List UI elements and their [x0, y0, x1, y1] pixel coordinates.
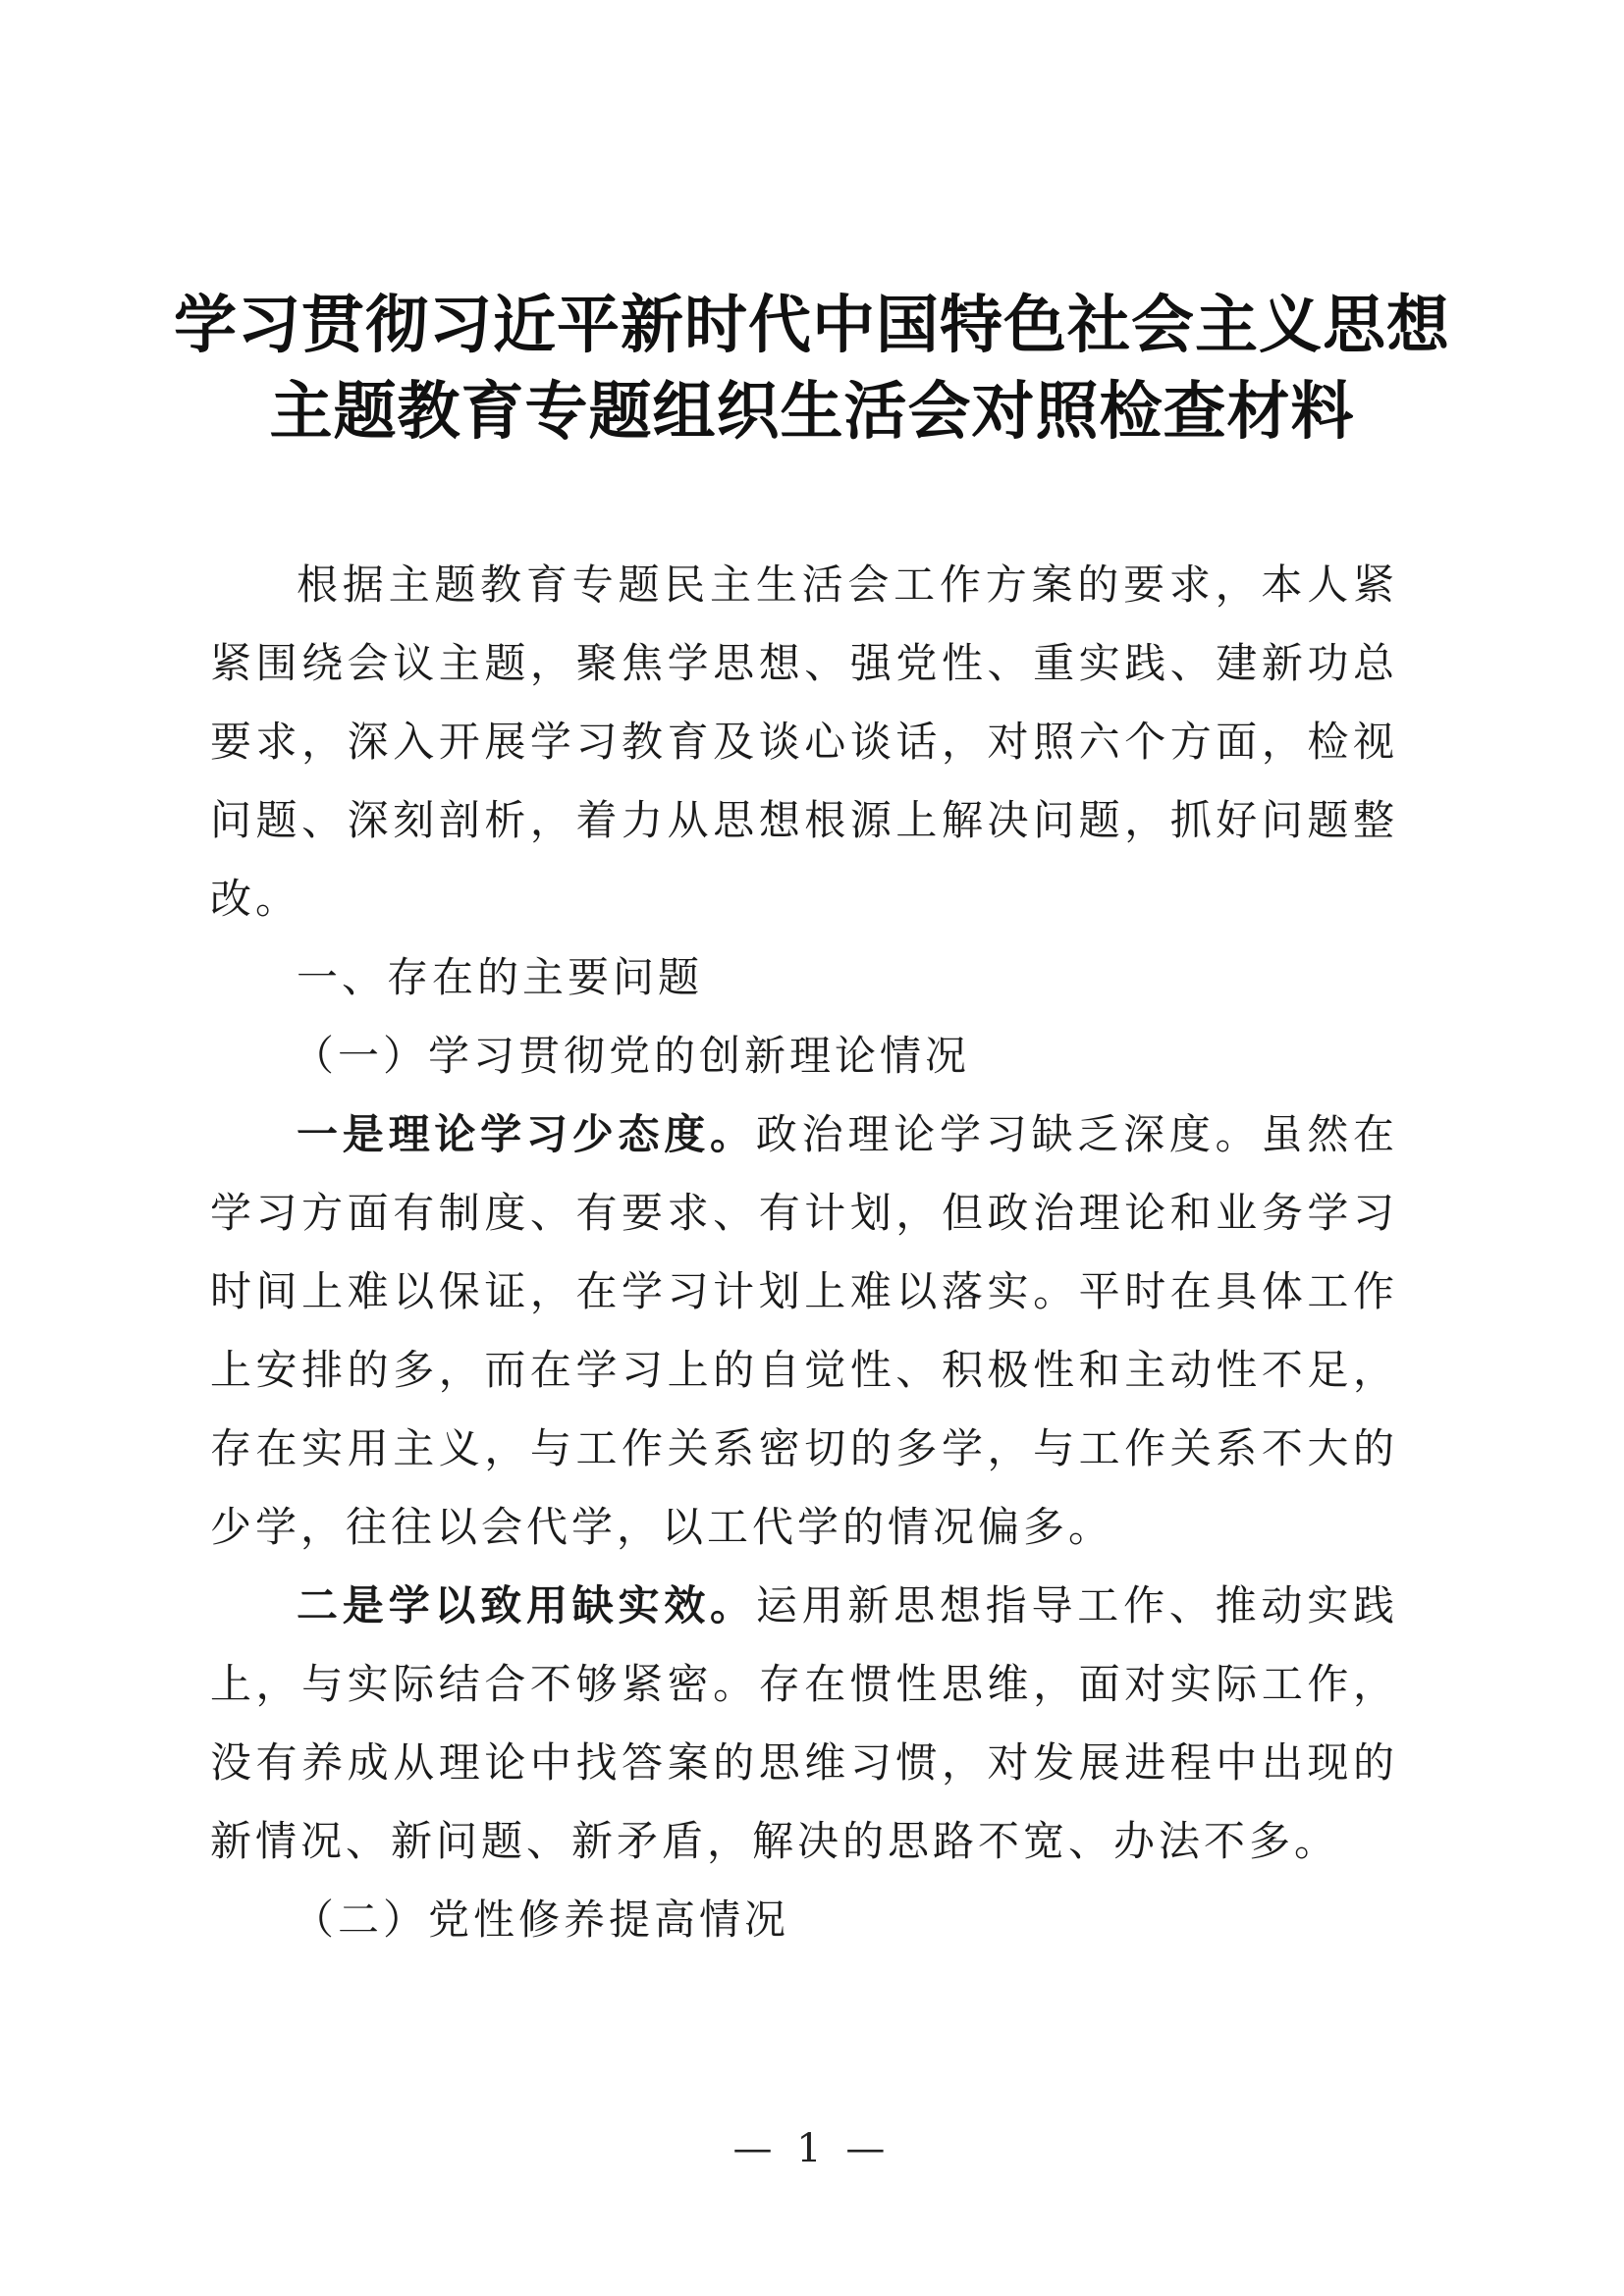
point-paragraph-1 — [210, 1095, 1398, 1567]
subsection-heading-2: （二）党性修养提高情况 — [293, 1896, 790, 1944]
point-lead-1: 一是理论学习少态度。 — [297, 1110, 756, 1158]
point-lead-2: 二是学以致用缺实效。 — [297, 1581, 756, 1629]
title-line-2: 主题教育专题组织生活会对照检查材料 — [269, 376, 1355, 449]
intro-paragraph: 根据主题教育专题民主生活会工作方案的要求，本人紧紧围绕会议主题，聚焦学思想、强党性、重实践、建新功总要求，深入开展学习教育及谈心谈话，对照六个方面，检视问题、深刻剖析，着力从思想根源上解决问题，抓好问题整改。 — [210, 561, 1398, 923]
point-text-2: 运用新思想指导工作、推动实践上，与实际结合不够紧密。存在惯性思维，面对实际工作，没有养成从理论中找答案的思维习惯，对发展进程中出现的新情况、新问题、新矛盾，解决的思路不宽、办法不多。 — [210, 1581, 1398, 1865]
document-title — [0, 283, 1624, 455]
title-line-1: 学习贯彻习近平新时代中国特色社会主义思想 — [174, 290, 1450, 362]
subsection-heading-1: （一）学习贯彻党的创新理论情况 — [293, 1032, 971, 1080]
point-text-1: 政治理论学习缺乏深度。虽然在学习方面有制度、有要求、有计划，但政治理论和业务学习时间上难以保证，在学习计划上难以落实。平时在具体工作上安排的多，而在学习上的自觉性、积极性和主动性不足，存在实用主义，与工作关系密切的多学，与工作关系不大的少学，往往以会代学，以工代学的情况偏多。 — [210, 1110, 1398, 1551]
point-paragraph-2 — [210, 1567, 1398, 1881]
page-number: — 1 — — [732, 2126, 892, 2171]
section-heading-1: 一、存在的主要问题 — [297, 953, 704, 1001]
document-body — [210, 546, 1398, 1959]
